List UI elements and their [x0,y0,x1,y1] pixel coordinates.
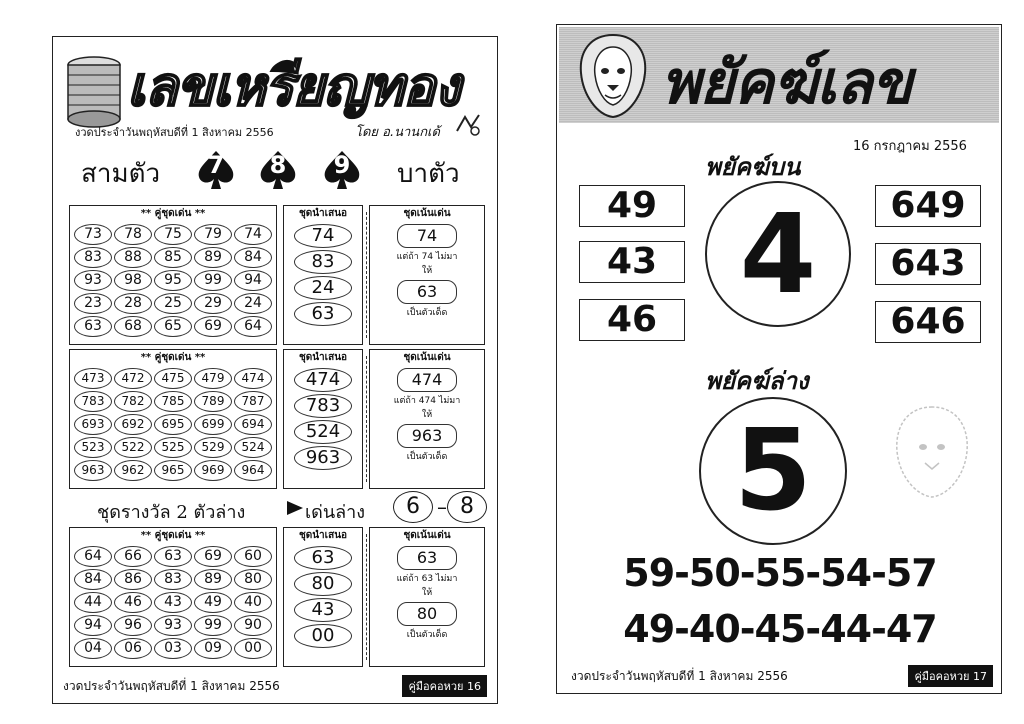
right-banner [559,27,999,123]
pair-grid-box [69,527,277,667]
pair-grid-title: ** คู่ชุดเด่น ** [140,208,206,219]
page-number-tag: คู่มือคอหวย 16 [402,675,487,697]
overall-number: 783 [294,394,352,418]
pair-number: 86 [114,569,152,590]
spade-digit: 8 [257,149,299,191]
pair-number: 04 [74,638,112,659]
triple-number: 693 [74,414,112,435]
triple-number: 964 [234,460,272,481]
triple-number: 969 [194,460,232,481]
pay-note: เป็นตัวเด็ด [406,452,448,462]
triple-number: 785 [154,391,192,412]
pair-number: 74 [234,224,272,245]
pair-number: 03 [154,638,192,659]
coin-stack-icon [63,53,125,131]
left-header [53,37,497,145]
three-digit-box: 649 [875,185,981,227]
pair-grid [70,544,276,661]
pair-number: 79 [194,224,232,245]
right-page-title: พยัคฆ์เลข [661,48,912,118]
triple-number: 479 [194,368,232,389]
triple-number: 475 [154,368,192,389]
pair-section [69,527,485,667]
overall-number: 63 [294,546,352,570]
three-digit-box: 643 [875,243,981,285]
pay-top-number: 74 [397,224,457,248]
left-footer [63,673,487,697]
overall-box [283,349,363,489]
overall-title: ชุดนำเสนอ [298,530,348,541]
pair-number: 46 [114,592,152,613]
overall-number: 74 [294,224,352,248]
overall-number: 80 [294,572,352,596]
pay-box [369,205,485,345]
overall-number: 524 [294,420,352,444]
doodle-icon [453,109,483,139]
featured-lower-number: 6 [393,491,433,523]
lower-big-number: 5 [699,397,847,545]
pair-number: 93 [74,270,112,291]
lion-sketch-icon [887,401,977,501]
pair-number: 96 [114,615,152,636]
triple-number: 965 [154,460,192,481]
pair-number: 23 [74,293,112,314]
pay-box [369,349,485,489]
triple-number: 695 [154,414,192,435]
triple-number: 523 [74,437,112,458]
bottom-two-row [69,491,485,525]
pair-number: 73 [74,224,112,245]
featured-dash: – [437,495,447,519]
pair-number: 93 [154,615,192,636]
two-digit-box: 43 [579,241,685,283]
triple-number: 699 [194,414,232,435]
lower-title: พยัคฆ์ล่าง [705,366,809,395]
three-digit-row [53,149,497,193]
upper-big-number: 4 [705,181,851,327]
three-digit-label: สามตัว [81,159,161,189]
pair-number: 95 [154,270,192,291]
pair-number: 84 [74,569,112,590]
triple-number: 787 [234,391,272,412]
overall-number: 83 [294,250,352,274]
left-page-title: เลขเหรียญทอง [127,54,460,118]
pair-number: 29 [194,293,232,314]
pair-number: 49 [194,592,232,613]
pair-number: 78 [114,224,152,245]
overall-box [283,205,363,345]
upper-title: พยัคฆ์บน [705,152,801,181]
pair-number: 63 [74,316,112,337]
pay-note: แต่ถ้า 74 ไม่มา [396,252,458,262]
pair-number: 44 [74,592,112,613]
spade-digit: 9 [321,149,363,191]
pay-note: ให้ [421,410,433,420]
spade-digit: 7 [195,149,237,191]
triple-number: 694 [234,414,272,435]
pay-title: ชุดเน้นเด่น [403,352,451,363]
triple-grid-title: ** คู่ชุดเด่น ** [140,352,206,363]
pair-grid-title: ** คู่ชุดเด่น ** [140,530,206,541]
left-author: โดย อ.นานกเด้ [355,125,440,140]
pair-number: 64 [234,316,272,337]
lion-head-icon [573,31,653,121]
pair-number: 99 [194,270,232,291]
pay-note: เป็นตัวเด็ด [406,308,448,318]
pair-number: 83 [154,569,192,590]
overall-number: 474 [294,368,352,392]
pair-number: 66 [114,546,152,567]
triple-number: 962 [114,460,152,481]
pair-number: 43 [154,592,192,613]
left-page [52,36,498,704]
pay-note: ให้ [421,588,433,598]
pay-note: แต่ถ้า 63 ไม่มา [396,574,458,584]
overall-number: 43 [294,598,352,622]
number-set-line: 59-50-55-54-57 [623,551,937,595]
pair-number: 85 [154,247,192,268]
pair-number: 60 [234,546,272,567]
pay-top-number: 474 [397,368,457,392]
pair-number: 99 [194,615,232,636]
pay-box [369,527,485,667]
triple-number: 525 [154,437,192,458]
pay-note: แต่ถ้า 474 ไม่มา [393,396,461,406]
pay-bottom-number: 963 [397,424,457,448]
right-date: 16 กรกฎาคม 2556 [853,139,967,154]
pay-note: เป็นตัวเด็ด [406,630,448,640]
pair-number: 40 [234,592,272,613]
pair-number: 69 [194,316,232,337]
pair-number: 94 [234,270,272,291]
pair-number: 90 [234,615,272,636]
triple-section [69,349,485,489]
left-draw-date: งวดประจำวันพฤหัสบดีที่ 1 สิงหาคม 2556 [75,126,274,139]
three-digit-box: 646 [875,301,981,343]
triple-number: 524 [234,437,272,458]
pair-number: 63 [154,546,192,567]
overall-title: ชุดนำเสนอ [298,208,348,219]
pay-title: ชุดเน้นเด่น [403,208,451,219]
triple-number: 783 [74,391,112,412]
pair-number: 69 [194,546,232,567]
pair-number: 75 [154,224,192,245]
pay-top-number: 63 [397,546,457,570]
pair-number: 88 [114,247,152,268]
pair-number: 09 [194,638,232,659]
right-page [556,24,1002,694]
pair-number: 89 [194,569,232,590]
arrow-right-icon [287,501,303,515]
pair-number: 25 [154,293,192,314]
overall-box [283,527,363,667]
overall-number: 00 [294,624,352,648]
triple-number: 522 [114,437,152,458]
right-footer [565,663,997,687]
pair-number: 28 [114,293,152,314]
pair-number: 83 [74,247,112,268]
pair-number: 06 [114,638,152,659]
two-digit-box: 46 [579,299,685,341]
pair-number: 98 [114,270,152,291]
pair-grid [70,222,276,339]
overall-title: ชุดนำเสนอ [298,352,348,363]
triple-number: 963 [74,460,112,481]
left-footer-date: งวดประจำวันพฤหัสบดีที่ 1 สิงหาคม 2556 [63,679,280,693]
triple-grid [70,366,276,483]
overall-number: 63 [294,302,352,326]
pair-number: 84 [234,247,272,268]
triple-number: 472 [114,368,152,389]
overall-number: 963 [294,446,352,470]
pay-bottom-number: 63 [397,280,457,304]
two-digit-box: 49 [579,185,685,227]
pay-bottom-number: 80 [397,602,457,626]
pair-number: 65 [154,316,192,337]
triple-number: 789 [194,391,232,412]
triple-number: 473 [74,368,112,389]
featured-lower-number: 8 [447,491,487,523]
overall-number: 24 [294,276,352,300]
page-number-tag: คู่มือคอหวย 17 [908,665,993,687]
triple-grid-box [69,349,277,489]
pay-note: ให้ [421,266,433,276]
pair-number: 00 [234,638,272,659]
triple-number: 692 [114,414,152,435]
pair-section [69,205,485,345]
triple-number: 529 [194,437,232,458]
featured-lower-label: เด่นล่าง [305,502,366,523]
number-set-line: 49-40-45-44-47 [623,607,937,651]
pair-number: 80 [234,569,272,590]
bottom-two-label: ชุดรางวัล 2 ตัวล่าง [97,502,246,523]
pair-number: 89 [194,247,232,268]
right-footer-date: งวดประจำวันพฤหัสบดีที่ 1 สิงหาคม 2556 [571,669,788,683]
triple-number: 474 [234,368,272,389]
pair-number: 68 [114,316,152,337]
pay-title: ชุดเน้นเด่น [403,530,451,541]
pair-grid-box [69,205,277,345]
pair-number: 94 [74,615,112,636]
pair-number: 24 [234,293,272,314]
sip-label: บาตัว [397,159,460,189]
triple-number: 782 [114,391,152,412]
pair-number: 64 [74,546,112,567]
